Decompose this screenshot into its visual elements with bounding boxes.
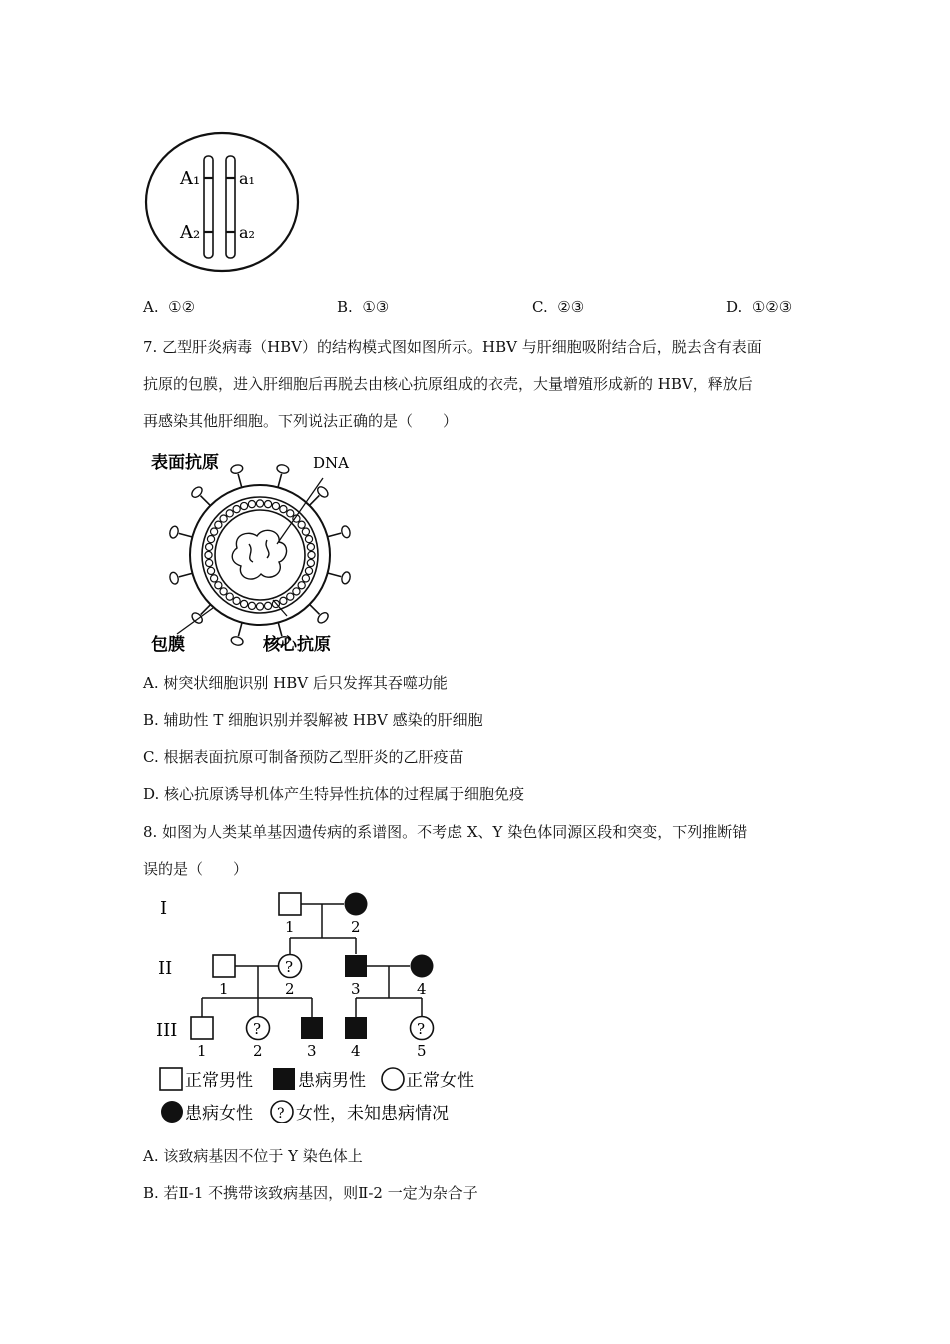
- capsid-bead: [220, 515, 227, 522]
- legend-unknown-female-mark: ?: [277, 1106, 285, 1122]
- capsid-bead: [211, 528, 218, 535]
- q7-stem-line-1: 7. 乙型肝炎病毒（HBV）的结构模式图如图所示。HBV 与肝细胞吸附结合后，脱去含有表面: [143, 338, 762, 356]
- III-3-affected-male: [301, 1017, 323, 1039]
- spike-stem: [328, 573, 342, 577]
- spike-head: [230, 464, 244, 475]
- capsid-bead: [305, 535, 312, 542]
- I-1-normal-male: [279, 893, 301, 915]
- generation-label-1: I: [160, 898, 168, 919]
- spike-head: [341, 525, 352, 539]
- capsid-bead: [240, 600, 247, 607]
- spike-head: [276, 464, 290, 475]
- label-a2: a₂: [239, 223, 255, 242]
- capsid-bead: [302, 575, 309, 582]
- q6-option-b[interactable]: [337, 298, 389, 316]
- pedigree-chart: [150, 888, 500, 1123]
- surface-antigen-spikes: [169, 464, 352, 647]
- III-2-question-mark: ?: [253, 1020, 262, 1038]
- label-dna: DNA: [313, 454, 349, 472]
- hbv-structure-figure: [145, 448, 355, 658]
- q6-option-a-letter: A.: [143, 298, 159, 316]
- III-5-question-mark: ?: [417, 1020, 426, 1038]
- capsid-bead: [264, 501, 271, 508]
- capsid-bead: [298, 582, 305, 589]
- capsid-bead: [248, 501, 255, 508]
- capsid-bead: [215, 582, 222, 589]
- II-2-question-mark: ?: [285, 958, 294, 976]
- capsid-bead: [233, 506, 240, 513]
- capsid-bead: [206, 559, 213, 566]
- spike-head: [341, 571, 352, 585]
- core-antigen-capsid: [205, 500, 315, 610]
- q7-stem-line-3: 再感染其他肝细胞。下列说法正确的是（ ）: [143, 412, 459, 430]
- spike-stem: [200, 496, 210, 506]
- q6-option-d-letter: D.: [726, 298, 743, 316]
- label-surface-antigen: 表面抗原: [151, 453, 219, 473]
- q7-option-b[interactable]: B. 辅助性 T 细胞识别并裂解被 HBV 感染的肝细胞: [143, 711, 483, 729]
- q6-option-d-text: ①②③: [751, 298, 793, 316]
- q7-stem-line-2: 抗原的包膜，进入肝细胞后再脱去由核心抗原组成的衣壳，大量增殖形成新的 HBV，释放后: [143, 375, 753, 393]
- capsid-bead: [305, 567, 312, 574]
- q6-option-c[interactable]: [532, 298, 584, 316]
- q6-option-b-letter: B.: [337, 298, 353, 316]
- capsid-bead: [240, 502, 247, 509]
- label-A1: A₁: [180, 168, 201, 189]
- spike-stem: [238, 623, 242, 637]
- capsid-bead: [272, 502, 279, 509]
- capsid-bead: [248, 602, 255, 609]
- legend-affected-female-text: 患病女性: [185, 1104, 253, 1123]
- III-1-number: 1: [197, 1042, 207, 1060]
- spike-head: [169, 525, 180, 539]
- label-core-antigen: 核心抗原: [263, 635, 331, 655]
- capsid-bead: [215, 521, 222, 528]
- spike-stem: [328, 533, 342, 537]
- capsid-bead: [256, 500, 263, 507]
- legend-normal-female-symbol: [382, 1068, 404, 1090]
- III-1-normal-male: [191, 1017, 213, 1039]
- capsid-bead: [211, 575, 218, 582]
- III-2-number: 2: [253, 1042, 263, 1060]
- q6-option-a[interactable]: [143, 298, 195, 316]
- II-1-number: 1: [219, 980, 229, 998]
- legend-normal-male-symbol: [160, 1068, 182, 1090]
- capsid-bead: [280, 597, 287, 604]
- spike-stem: [238, 474, 242, 488]
- III-5-number: 5: [417, 1042, 427, 1060]
- q6-option-a-text: ①②: [168, 298, 196, 316]
- capsid-bead: [280, 506, 287, 513]
- q8-option-a[interactable]: A. 该致病基因不位于 Y 染色体上: [143, 1147, 363, 1165]
- capsid-bead: [307, 559, 314, 566]
- q6-option-b-text: ①③: [362, 298, 390, 316]
- legend-unknown-female-text: 女性，未知患病情况: [296, 1104, 449, 1123]
- q7-option-a[interactable]: A. 树突状细胞识别 HBV 后只发挥其吞噬功能: [143, 674, 448, 692]
- capsid-bead: [226, 510, 233, 517]
- capsid-bead: [264, 602, 271, 609]
- spike-stem: [179, 573, 193, 577]
- label-envelope: 包膜: [151, 635, 185, 655]
- II-3-number: 3: [351, 980, 361, 998]
- generation-label-2: II: [158, 958, 173, 979]
- spike-head: [230, 636, 244, 647]
- II-2-number: 2: [285, 980, 295, 998]
- q7-option-c[interactable]: C. 根据表面抗原可制备预防乙型肝炎的乙肝疫苗: [143, 748, 464, 766]
- capsid-bead: [293, 588, 300, 595]
- capsid-bead: [205, 551, 212, 558]
- II-1-normal-male: [213, 955, 235, 977]
- capsid-bead: [233, 597, 240, 604]
- chromosome-cell-figure: [140, 128, 305, 278]
- spike-stem: [179, 533, 193, 537]
- I-2-affected-female: [345, 893, 368, 916]
- capsid-bead: [302, 528, 309, 535]
- q6-option-c-letter: C.: [532, 298, 548, 316]
- capsid-bead: [287, 510, 294, 517]
- legend-affected-male-text: 患病男性: [298, 1071, 366, 1091]
- capsid-bead: [220, 588, 227, 595]
- capsid-bead: [226, 593, 233, 600]
- spike-stem: [278, 474, 282, 488]
- legend-affected-male-symbol: [273, 1068, 295, 1090]
- legend-normal-female-text: 正常女性: [406, 1071, 474, 1091]
- q7-option-d[interactable]: D. 核心抗原诱导机体产生特异性抗体的过程属于细胞免疫: [143, 785, 525, 803]
- I-1-number: 1: [285, 918, 295, 936]
- dna-strand: [232, 530, 286, 579]
- label-A2: A₂: [180, 222, 201, 243]
- legend-normal-male-text: 正常男性: [185, 1071, 253, 1091]
- spike-stem: [310, 604, 320, 614]
- q8-stem-line-2: 误的是（ ）: [143, 860, 249, 878]
- q6-option-d[interactable]: [726, 298, 792, 316]
- II-4-affected-female: [411, 955, 434, 978]
- q6-option-c-text: ②③: [557, 298, 585, 316]
- q8-option-b[interactable]: B. 若Ⅱ-1 不携带该致病基因，则Ⅱ-2 一定为杂合子: [143, 1184, 478, 1202]
- III-4-affected-male: [345, 1017, 367, 1039]
- capsid-bead: [308, 551, 315, 558]
- III-3-number: 3: [307, 1042, 317, 1060]
- III-4-number: 4: [351, 1042, 361, 1060]
- capsid-bead: [307, 543, 314, 550]
- capsid-bead: [207, 535, 214, 542]
- generation-label-3: III: [156, 1020, 178, 1041]
- capsid-bead: [207, 567, 214, 574]
- legend-affected-female-symbol: [161, 1101, 183, 1123]
- spike-stem: [309, 495, 319, 505]
- capsid-bead: [287, 593, 294, 600]
- II-4-number: 4: [417, 980, 427, 998]
- spike-head: [169, 571, 180, 585]
- capsid-bead: [256, 603, 263, 610]
- I-2-number: 2: [351, 918, 361, 936]
- capsid-bead: [298, 521, 305, 528]
- q8-stem-line-1: 8. 如图为人类某单基因遗传病的系谱图。不考虑 X、Y 染色体同源区段和突变，下列推断错: [143, 823, 748, 841]
- label-a1: a₁: [239, 169, 255, 188]
- capsid-bead: [206, 543, 213, 550]
- II-3-affected-male: [345, 955, 367, 977]
